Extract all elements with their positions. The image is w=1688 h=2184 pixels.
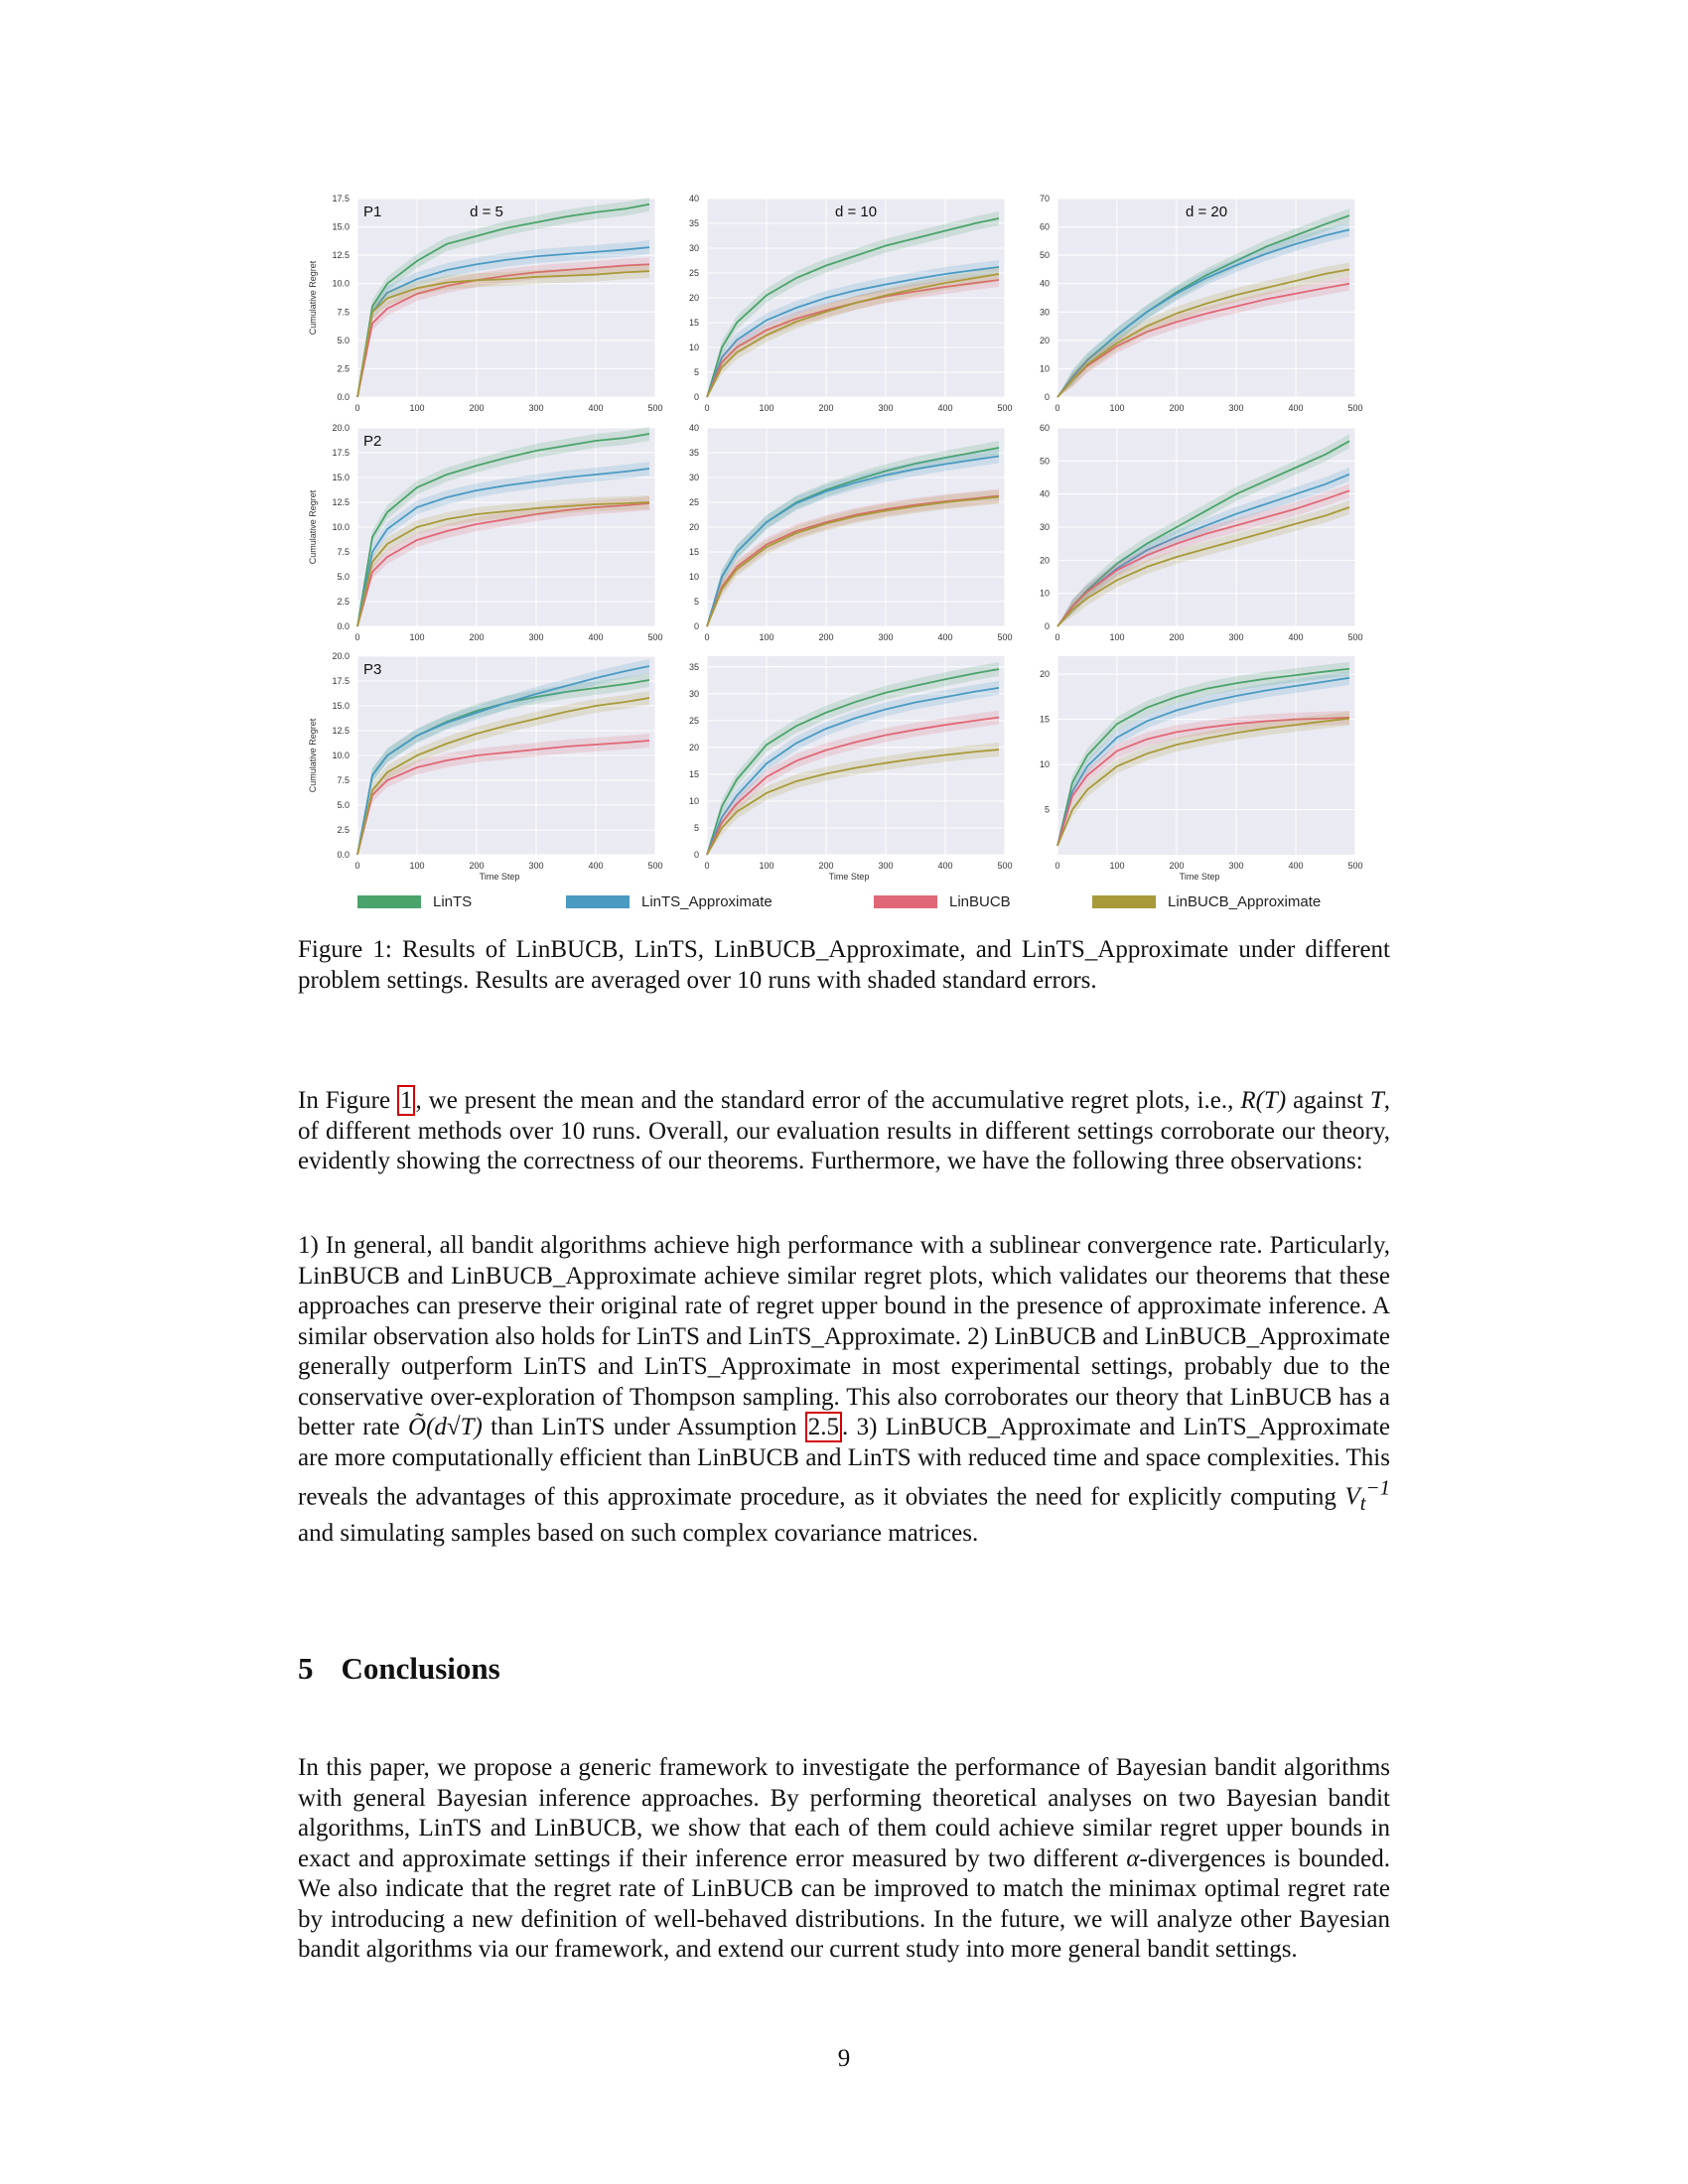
y-tick-label: 17.5	[332, 448, 350, 458]
y-tick-label: 15	[688, 547, 699, 557]
text-run: . 3) LinBUCB_Approximate and LinTS_Approximate are more computationally efficient than LinBUCB and LinTS with reduced time and space complexities. This reveals the advantages of this approximate procedure, as it obviates the need for explicitly computing	[298, 1414, 1391, 1511]
legend-item-linbucb-approximate	[1092, 888, 1321, 914]
page-number: 9	[837, 2045, 851, 2072]
y-tick-label: 35	[688, 661, 699, 672]
x-tick-label: 100	[1109, 861, 1125, 871]
math-rate: Õ(d√T)	[408, 1414, 483, 1440]
x-tick-label: 500	[997, 403, 1013, 413]
legend-label-linbucb: LinBUCB	[949, 892, 1011, 910]
y-tick-label: 5.0	[337, 572, 350, 582]
section-heading	[298, 1651, 500, 1687]
y-tick-label: 10	[688, 342, 699, 352]
y-tick-label: 20	[688, 742, 699, 752]
x-tick-label: 100	[759, 403, 774, 413]
legend-item-linbucb	[874, 888, 1011, 914]
text-run: In this paper, we propose a generic framework to investigate the performance of Bayesian bandit algorithms with general Bayesian inference approaches. By performing theoretical analyses on two Bayesian bandit algorithms, LinTS and LinBUCB, we show that each of them could achieve similar regret upper bounds in exact and approximate settings if their inference error measured by two different	[298, 1754, 1390, 1872]
section-number: 5	[298, 1651, 314, 1686]
row-label: P3	[363, 661, 382, 678]
y-tick-label: 10	[688, 795, 699, 806]
y-tick-label: 0.0	[337, 850, 350, 860]
x-tick-label: 500	[647, 632, 663, 642]
column-title: d = 20	[1185, 204, 1228, 220]
y-tick-label: 0.0	[337, 621, 350, 631]
y-tick-label: 40	[1039, 278, 1050, 289]
figure-caption: Figure 1: Results of LinBUCB, LinTS, LinBUCB_Approximate, and LinTS_Approximate under different problem settings. Results are averaged over 10 runs with shaded standard errors.	[298, 936, 1390, 994]
paragraph-observations	[298, 1231, 1390, 1549]
x-tick-label: 300	[878, 403, 894, 413]
x-tick-label: 300	[878, 861, 894, 871]
legend-label-lints: LinTS	[433, 892, 473, 910]
y-tick-label: 30	[1039, 522, 1050, 532]
y-tick-label: 5	[693, 367, 699, 377]
x-tick-label: 0	[1055, 403, 1060, 413]
x-tick-label: 400	[1288, 632, 1304, 642]
x-tick-label: 200	[469, 632, 485, 642]
x-tick-label: 200	[1169, 632, 1185, 642]
x-tick-label: 300	[1228, 861, 1244, 871]
x-tick-label: 400	[588, 403, 604, 413]
x-tick-label: 0	[704, 403, 710, 413]
x-tick-label: 200	[469, 861, 485, 871]
y-tick-label: 0	[1044, 392, 1050, 402]
y-tick-label: 10	[1039, 759, 1050, 770]
x-tick-label: 300	[1228, 632, 1244, 642]
x-tick-label: 0	[354, 403, 360, 413]
y-tick-label: 2.5	[337, 825, 350, 835]
x-tick-label: 200	[818, 403, 834, 413]
y-tick-label: 25	[688, 715, 699, 726]
x-tick-label: 400	[1288, 861, 1304, 871]
y-tick-label: 15.0	[332, 701, 350, 711]
y-tick-label: 20	[688, 522, 699, 532]
y-axis-label: Cumulative Regret	[308, 489, 318, 565]
y-tick-label: 10.0	[332, 751, 350, 760]
row-label: P2	[363, 433, 382, 450]
y-tick-label: 30	[688, 688, 699, 699]
y-tick-label: 7.5	[337, 547, 350, 557]
y-tick-label: 20	[1039, 335, 1050, 345]
legend-swatch-linbucb-approximate	[1092, 895, 1156, 908]
text-run: than LinTS under Assumption	[482, 1414, 805, 1440]
y-tick-label: 7.5	[337, 775, 350, 785]
y-tick-label: 17.5	[332, 676, 350, 686]
y-tick-label: 60	[1039, 423, 1050, 433]
y-tick-label: 5	[1044, 804, 1050, 815]
y-tick-label: 30	[688, 473, 699, 482]
y-tick-label: 0	[693, 850, 699, 860]
y-tick-label: 10	[1039, 588, 1050, 599]
y-tick-label: 20	[1039, 555, 1050, 566]
x-tick-label: 100	[1109, 403, 1125, 413]
x-tick-label: 500	[997, 861, 1013, 871]
x-tick-label: 500	[1347, 403, 1363, 413]
assumption-reference-link[interactable]: 2.5	[805, 1412, 842, 1442]
y-tick-label: 20	[688, 293, 699, 303]
y-tick-label: 25	[688, 268, 699, 278]
x-axis-label: Time Step	[479, 872, 520, 882]
y-axis-label: Cumulative Regret	[308, 260, 318, 336]
y-tick-label: 15.0	[332, 473, 350, 482]
y-tick-label: 12.5	[332, 250, 350, 261]
y-tick-label: 50	[1039, 456, 1050, 467]
y-tick-label: 20.0	[332, 423, 350, 433]
math-base: V	[1344, 1483, 1360, 1511]
y-tick-label: 5.0	[337, 800, 350, 810]
x-tick-label: 0	[354, 861, 360, 871]
y-tick-label: 10	[688, 572, 699, 582]
text-run: against	[1286, 1087, 1370, 1114]
x-tick-label: 200	[1169, 403, 1185, 413]
text-run: In Figure	[298, 1087, 397, 1114]
y-tick-label: 40	[688, 423, 699, 433]
math-regret: R(T)	[1240, 1087, 1287, 1114]
math-alpha: α	[1126, 1844, 1140, 1872]
y-tick-label: 70	[1039, 194, 1050, 204]
x-tick-label: 300	[528, 861, 544, 871]
y-tick-label: 15	[1039, 714, 1050, 725]
math-t: T	[1369, 1087, 1384, 1114]
y-tick-label: 60	[1039, 221, 1050, 232]
y-tick-label: 40	[1039, 488, 1050, 499]
x-tick-label: 100	[409, 632, 425, 642]
y-tick-label: 0	[693, 392, 699, 402]
x-tick-label: 0	[704, 861, 710, 871]
y-tick-label: 10	[1039, 363, 1050, 374]
x-tick-label: 400	[937, 632, 953, 642]
text-run: , we present the mean and the standard error of the accumulative regret plots, i.e.,	[415, 1087, 1241, 1114]
x-tick-label: 400	[937, 403, 953, 413]
x-tick-label: 0	[354, 632, 360, 642]
y-tick-label: 7.5	[337, 307, 350, 318]
legend-item-lints-approximate	[566, 888, 773, 914]
text-run: , of different methods over 10 runs. Overall, our evaluation results in different settings corroborate our theory, evidently showing the correctness of our theorems. Furthermore, we have the following three observations:	[298, 1087, 1390, 1174]
x-tick-label: 400	[588, 861, 604, 871]
x-tick-label: 400	[937, 861, 953, 871]
x-tick-label: 100	[409, 403, 425, 413]
text-run: 1) In general, all bandit algorithms achieve high performance with a sublinear convergence rate. Particularly, LinBUCB and LinBUCB_Approximate achieve similar regret plots, which validates our theorems that these approaches can preserve their original rate of regret upper bound in the presence of approximate inference. A similar observation also holds for LinTS and LinTS_Approximate. 2) LinBUCB and LinBUCB_Approximate generally outperform LinTS and LinTS_Approximate in most experimental settings, probably due to the conservative over-exploration of Thompson sampling. This also corroborates our theory that LinBUCB has a better rate	[298, 1232, 1390, 1440]
x-tick-label: 500	[1347, 861, 1363, 871]
x-tick-label: 500	[1347, 632, 1363, 642]
x-tick-label: 200	[469, 403, 485, 413]
legend-label-lints-approximate: LinTS_Approximate	[641, 892, 773, 910]
row-label: P1	[363, 204, 382, 220]
y-tick-label: 0	[693, 621, 699, 631]
y-tick-label: 5	[693, 822, 699, 833]
x-tick-label: 300	[528, 403, 544, 413]
x-tick-label: 300	[528, 632, 544, 642]
figure-grid	[298, 194, 1390, 888]
math-superscript: −1	[1365, 1476, 1390, 1500]
x-tick-label: 200	[818, 632, 834, 642]
y-tick-label: 30	[688, 243, 699, 253]
x-tick-label: 100	[1109, 632, 1125, 642]
x-tick-label: 400	[588, 632, 604, 642]
figure-reference-link[interactable]: 1	[397, 1085, 416, 1116]
y-axis-label: Cumulative Regret	[308, 718, 318, 793]
section-title: Conclusions	[341, 1651, 500, 1686]
y-tick-label: 35	[688, 218, 699, 228]
y-tick-label: 0.0	[337, 392, 350, 402]
y-tick-label: 40	[688, 194, 699, 204]
y-tick-label: 35	[688, 448, 699, 458]
y-tick-label: 10.0	[332, 278, 350, 289]
y-tick-label: 12.5	[332, 726, 350, 736]
legend-swatch-lints	[357, 895, 421, 908]
x-axis-label: Time Step	[828, 872, 870, 882]
y-tick-label: 10.0	[332, 522, 350, 532]
y-tick-label: 20.0	[332, 651, 350, 661]
paragraph-conclusions	[298, 1753, 1390, 1966]
x-tick-label: 300	[878, 632, 894, 642]
y-tick-label: 5	[693, 597, 699, 607]
paragraph-results	[298, 1086, 1390, 1177]
y-tick-label: 12.5	[332, 497, 350, 507]
y-tick-label: 5.0	[337, 335, 350, 345]
text-run: and simulating samples based on such complex covariance matrices.	[298, 1519, 979, 1547]
y-tick-label: 20	[1039, 669, 1050, 680]
math-inverse-covariance	[1344, 1476, 1390, 1516]
x-axis-label: Time Step	[1179, 872, 1220, 882]
y-tick-label: 30	[1039, 307, 1050, 318]
x-tick-label: 0	[704, 632, 710, 642]
legend-label-linbucb-approximate: LinBUCB_Approximate	[1168, 892, 1322, 910]
x-tick-label: 400	[1288, 403, 1304, 413]
y-tick-label: 15.0	[332, 221, 350, 232]
x-tick-label: 100	[759, 632, 774, 642]
x-tick-label: 200	[818, 861, 834, 871]
y-tick-label: 15	[688, 318, 699, 328]
x-tick-label: 100	[759, 861, 774, 871]
y-tick-label: 0	[1044, 621, 1050, 631]
x-tick-label: 500	[997, 632, 1013, 642]
x-tick-label: 500	[647, 403, 663, 413]
legend-swatch-lints-approximate	[566, 895, 630, 908]
figure-legend	[357, 888, 1390, 914]
y-tick-label: 25	[688, 497, 699, 507]
math-subscript: t	[1359, 1491, 1366, 1516]
column-title: d = 5	[470, 204, 503, 220]
x-tick-label: 0	[1055, 861, 1060, 871]
x-tick-label: 100	[409, 861, 425, 871]
column-title: d = 10	[834, 204, 878, 220]
y-tick-label: 2.5	[337, 597, 350, 607]
results-figure	[298, 194, 1390, 918]
legend-item-lints	[357, 888, 472, 914]
x-tick-label: 0	[1055, 632, 1060, 642]
legend-swatch-linbucb	[874, 895, 937, 908]
x-tick-label: 200	[1169, 861, 1185, 871]
x-tick-label: 300	[1228, 403, 1244, 413]
y-tick-label: 50	[1039, 250, 1050, 261]
y-tick-label: 15	[688, 768, 699, 779]
y-tick-label: 17.5	[332, 194, 350, 204]
x-tick-label: 500	[647, 861, 663, 871]
y-tick-label: 2.5	[337, 363, 350, 374]
text-run: -divergences is bounded. We also indicate that the regret rate of LinBUCB can be improved to match the minimax optimal regret rate by introducing a new definition of well-behaved distributions. In the future, we will analyze other Bayesian bandit algorithms via our framework, and extend our current study into more general bandit settings.	[298, 1844, 1391, 1963]
